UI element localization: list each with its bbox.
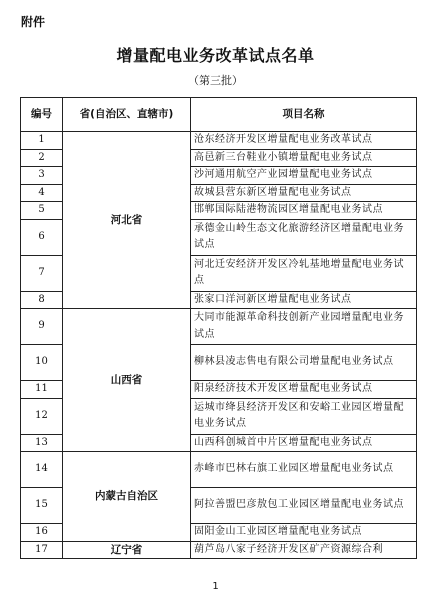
project-name: 沙河通用航空产业园增量配电业务试点 [191,167,417,185]
project-name: 故城县营东新区增量配电业务试点 [191,184,417,202]
table-row [21,452,417,488]
row-number: 9 [21,309,63,345]
project-name: 张家口洋河新区增量配电业务试点 [191,291,417,309]
header-number: 编号 [21,98,63,132]
project-name: 大同市能源革命科技创新产业园增量配电业务试点 [191,309,417,345]
project-name: 阿拉善盟巴彦敖包工业园区增量配电业务试点 [191,488,417,524]
project-name: 邯郸国际陆港物流园区增量配电业务试点 [191,202,417,220]
table-row [21,309,417,345]
row-number: 12 [21,398,63,434]
project-name: 柳林县凌志售电有限公司增量配电业务试点 [191,345,417,381]
row-number: 1 [21,132,63,150]
project-name: 赤峰市巴林右旗工业园区增量配电业务试点 [191,452,417,488]
page-number: 1 [212,581,219,592]
row-number: 10 [21,345,63,381]
row-number: 11 [21,381,63,399]
annex-label: 附件 [21,15,46,29]
project-name: 固阳金山工业园区增量配电业务试点 [191,524,417,542]
project-name: 河北迁安经济开发区冷轧基地增量配电业务试点 [191,255,417,291]
project-name: 沧东经济开发区增量配电业务改革试点 [191,132,417,150]
row-number: 5 [21,202,63,220]
project-name: 高邑新三台鞋业小镇增量配电业务试点 [191,149,417,167]
row-number: 17 [21,541,63,559]
project-name: 山西科创城首中片区增量配电业务试点 [191,434,417,452]
header-province: 省(自治区、直辖市) [63,98,191,132]
row-number: 7 [21,255,63,291]
project-name: 承德金山岭生态文化旅游经济区增量配电业务试点 [191,219,417,255]
header-project-name: 项目名称 [191,98,417,132]
row-number: 6 [21,219,63,255]
row-number: 13 [21,434,63,452]
row-number: 2 [21,149,63,167]
row-number: 15 [21,488,63,524]
row-number: 3 [21,167,63,185]
project-name: 葫芦岛八家子经济开发区矿产资源综合利 [191,541,417,559]
table-row [21,132,417,150]
project-name: 阳泉经济技术开发区增量配电业务试点 [191,381,417,399]
pilot-list-table [20,97,417,559]
project-name: 运城市绛县经济开发区和安峪工业园区增量配电业务试点 [191,398,417,434]
row-number: 4 [21,184,63,202]
province-cell: 辽宁省 [63,541,191,559]
batch-subtitle: （第三批） [188,74,243,87]
province-cell: 山西省 [63,309,191,452]
province-cell: 河北省 [63,132,191,309]
table-row [21,541,417,559]
document-title: 增量配电业务改革试点名单 [116,46,315,65]
table-header-row [21,98,417,132]
row-number: 14 [21,452,63,488]
row-number: 8 [21,291,63,309]
row-number: 16 [21,524,63,542]
province-cell: 内蒙古自治区 [63,452,191,542]
